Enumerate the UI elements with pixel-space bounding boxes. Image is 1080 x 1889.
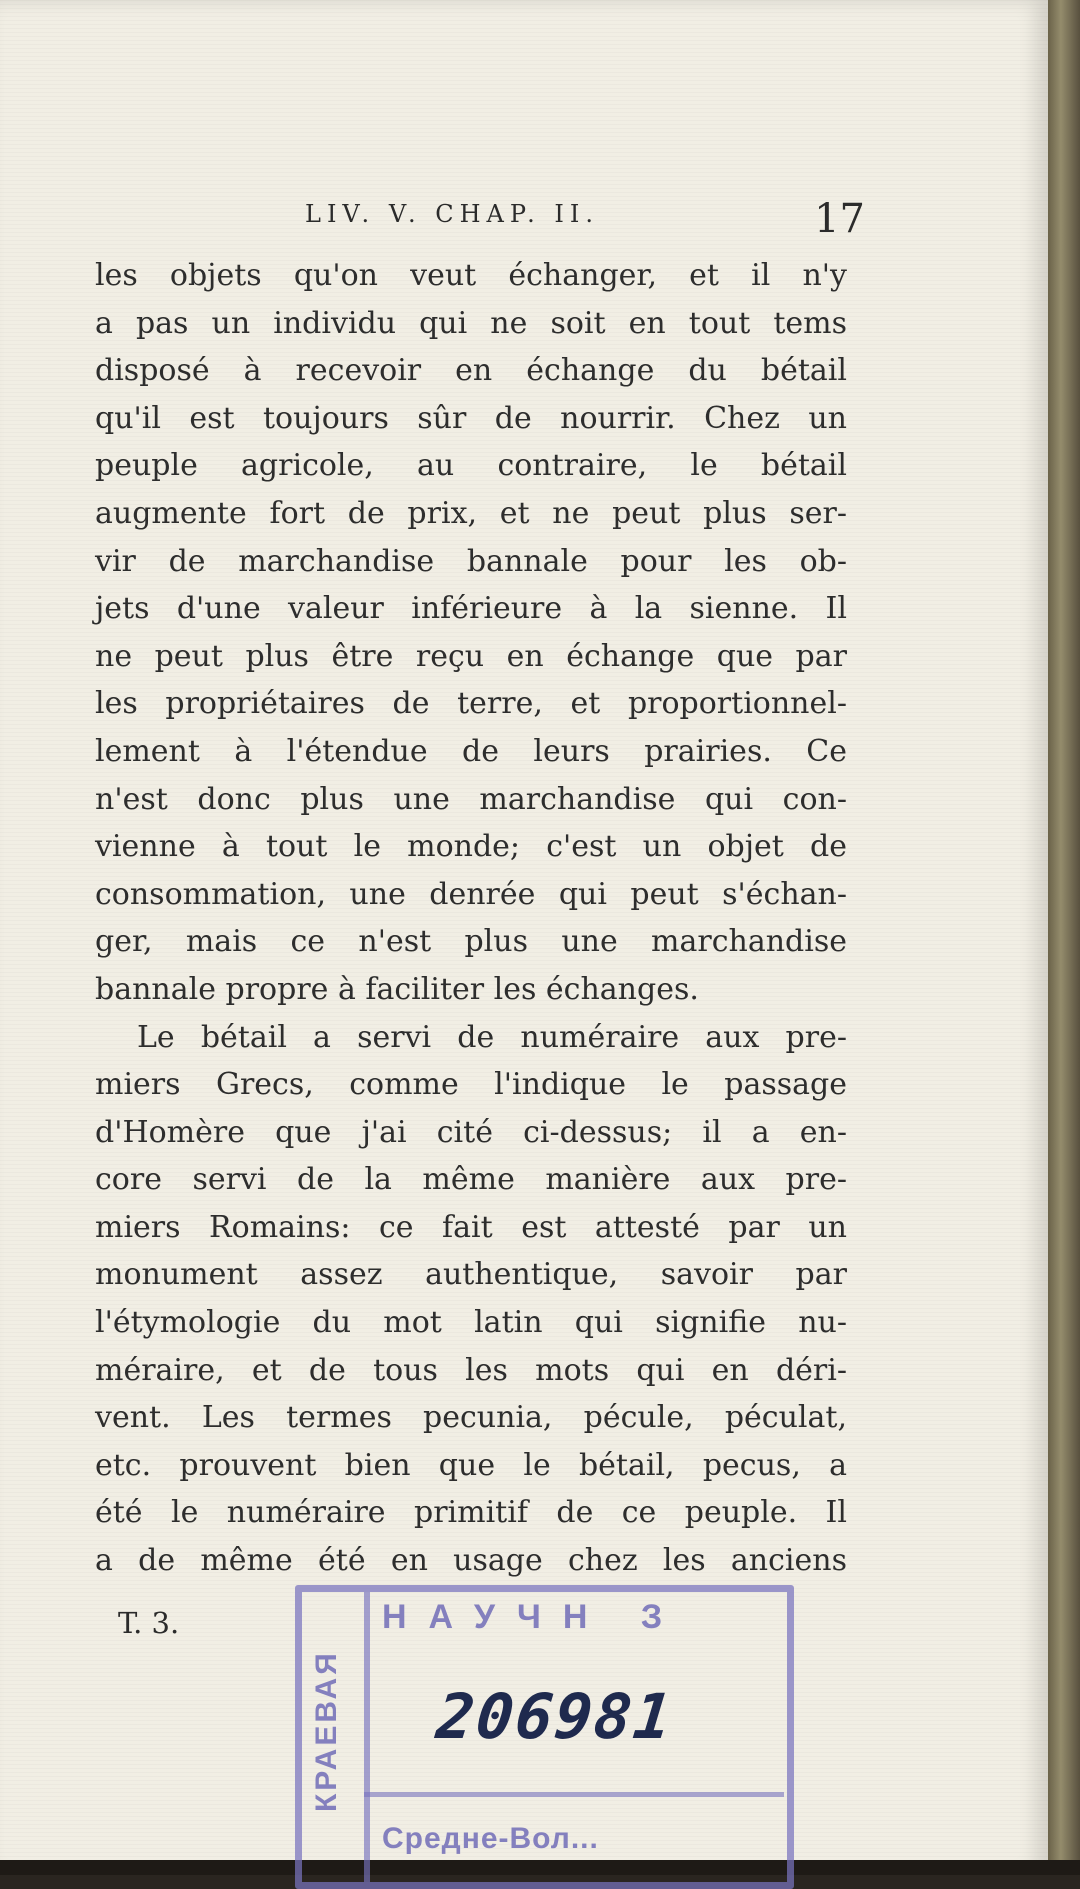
text-line: jets d'une valeur inférieure à la sienne. Il — [95, 591, 847, 627]
text-line: vienne à tout le monde; c'est un objet de — [95, 829, 847, 865]
body-text — [95, 252, 847, 1585]
text-line: ne peut plus être reçu en échange que par — [95, 638, 847, 674]
text-line: qu'il est toujours sûr de nourrir. Chez un — [95, 400, 847, 436]
text-line: miers Romains: ce fait est attesté par un — [95, 1209, 847, 1245]
text-line: n'est donc plus une marchandise qui con- — [95, 781, 847, 817]
text-line: a pas un individu qui ne soit en tout tems — [95, 305, 847, 341]
text-line: augmente fort de prix, et ne peut plus ser- — [95, 495, 847, 531]
signature-mark: T. 3. — [118, 1606, 180, 1640]
text-line: peuple agricole, au contraire, le bétail — [95, 448, 847, 484]
text-line: disposé à recevoir en échange du bétail — [95, 353, 847, 389]
stamp-side-band — [302, 1592, 370, 1882]
text-line: l'étymologie du mot latin qui signifie nu- — [95, 1305, 847, 1341]
text-line: vir de marchandise bannale pour les ob- — [95, 543, 847, 579]
text-line: consommation, une denrée qui peut s'échan- — [95, 876, 847, 912]
text-line: les propriétaires de terre, et proportionnel- — [95, 686, 847, 722]
text-line: miers Grecs, comme l'indique le passage — [95, 1067, 847, 1103]
inventory-number: 206981 — [433, 1680, 677, 1753]
stamp-side-text: КРАЕВАЯ — [310, 1650, 343, 1812]
text-line: lement à l'étendue de leurs prairies. Ce — [95, 733, 847, 769]
text-line: été le numéraire primitif de ce peuple. Il — [95, 1495, 847, 1531]
text-line: monument assez authentique, savoir par — [95, 1257, 847, 1293]
text-line: bannale propre à faciliter les échanges. — [95, 971, 699, 1007]
book-edge — [1048, 0, 1080, 1875]
running-header — [100, 196, 865, 242]
running-title: LIV. V. CHAP. II. — [305, 200, 599, 228]
stamp-bottom-text: Средне-Вол... — [382, 1822, 599, 1855]
page-number: 17 — [814, 196, 865, 242]
text-line: ger, mais ce n'est plus une marchandise — [95, 924, 847, 960]
text-line: Le bétail a servi de numéraire aux pre- — [137, 1019, 847, 1055]
text-line: méraire, et de tous les mots qui en déri- — [95, 1352, 847, 1388]
text-line: etc. prouvent bien que le bétail, pecus, a — [95, 1447, 847, 1483]
text-line: a de même été en usage chez les anciens — [95, 1543, 847, 1579]
stamp-divider — [364, 1792, 784, 1797]
text-line: vent. Les termes pecunia, pécule, péculat, — [95, 1400, 847, 1436]
text-line: d'Homère que j'ai cité ci-dessus; il a en- — [95, 1114, 847, 1150]
stamp-top-text: НАУЧН З — [382, 1598, 685, 1636]
library-stamp — [295, 1585, 794, 1889]
text-line: les objets qu'on veut échanger, et il n'y — [95, 258, 847, 293]
text-line: core servi de la même manière aux pre- — [95, 1162, 847, 1198]
